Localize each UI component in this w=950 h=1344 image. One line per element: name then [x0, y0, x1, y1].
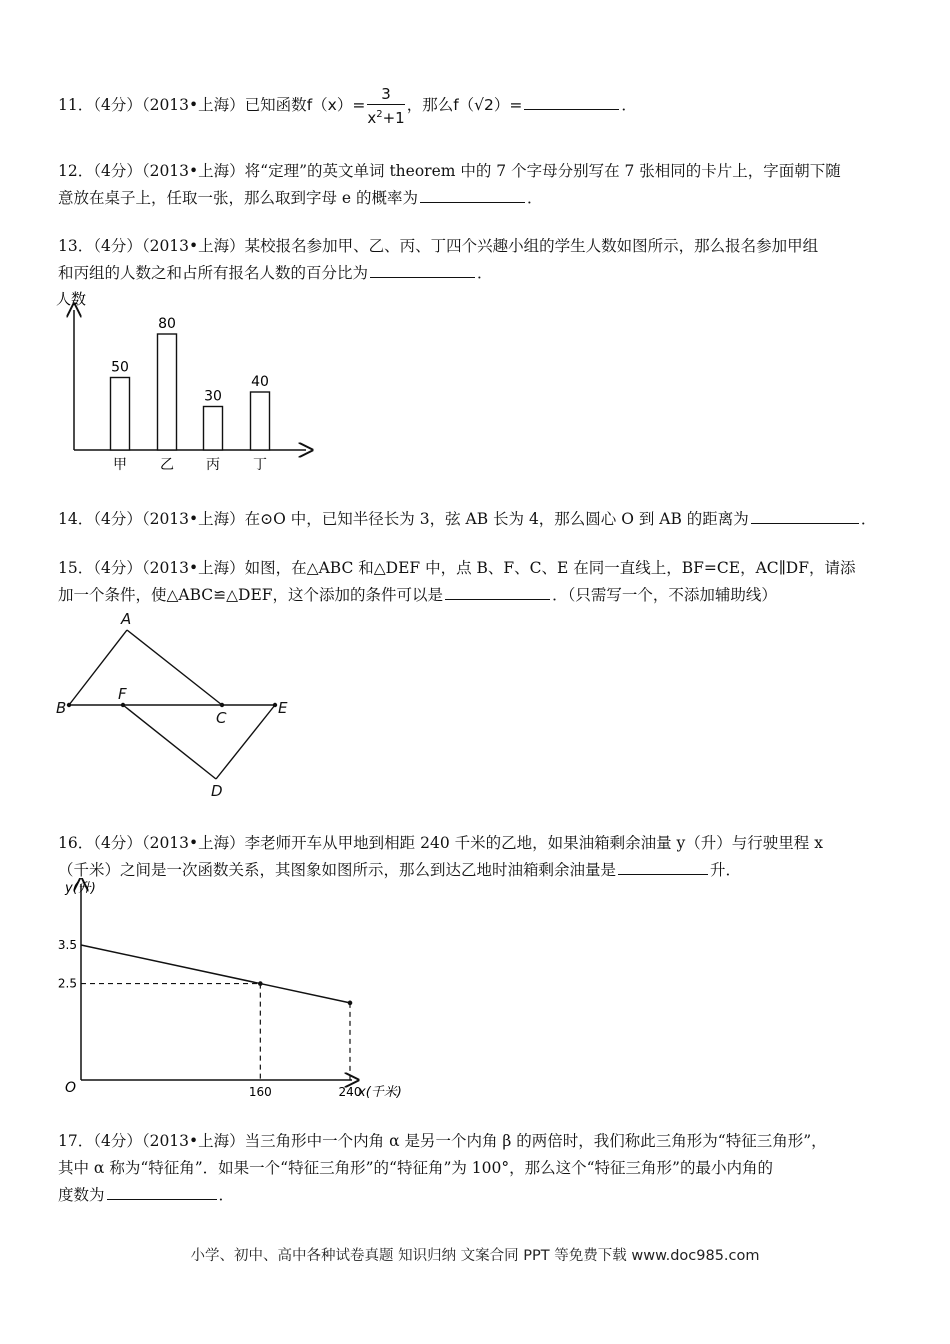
q11-den-exponent: 2 [376, 109, 383, 120]
question-13 [58, 233, 898, 287]
bar-3 [251, 392, 270, 450]
bar-value-label-3: 40 [251, 374, 269, 390]
label-A: A [121, 610, 132, 628]
y-tick-2.5: 2.5 [57, 976, 77, 991]
q15-line1: 15．（4分）（2013•上海）如图，在△ABC 和△DEF 中，点 B、F、C、E 在同一直线上，BF=CE，AC∥DF，请添 [58, 559, 856, 577]
bar-chart-y-label: 人数 [56, 290, 87, 308]
q12-line2-text: 意放在桌子上，任取一张，那么取到字母 e 的概率为 [58, 189, 419, 207]
q11-end: ． [621, 96, 637, 114]
q14-answer-blank[interactable] [751, 509, 859, 524]
bar-value-label-2: 30 [204, 388, 222, 405]
q16-line2-text: （千米）之间是一次函数关系，其图象如图所示，那么到达乙地时油箱剩余油量是 [58, 861, 617, 879]
bar-category-label-2: 丙 [206, 457, 220, 473]
point-C [220, 703, 224, 707]
point-F [121, 703, 125, 707]
q13-line2-text: 和丙组的人数之和占所有报名人数的百分比为 [58, 264, 369, 282]
line-chart-x-label: x(千米) [358, 1085, 402, 1098]
question-12 [58, 158, 898, 212]
q14-end: ． [860, 510, 877, 528]
segment-FD [123, 705, 216, 779]
q15-line2-text: 加一个条件，使△ABC≌△DEF，这个添加的条件可以是 [58, 586, 444, 604]
q12-line2 [58, 185, 898, 212]
bar-chart [50, 288, 320, 478]
bar-1 [158, 334, 177, 450]
q11-function-lhs: f（x）= [306, 96, 366, 114]
q17-answer-blank[interactable] [107, 1185, 217, 1200]
triangle-figure [50, 610, 310, 800]
label-D: D [211, 782, 223, 800]
bar-category-label-3: 丁 [253, 457, 267, 473]
bar-category-label-0: 甲 [113, 457, 127, 473]
x-tick-160: 160 [248, 1085, 272, 1098]
point-E [273, 703, 277, 707]
q11-middle: ，那么 [406, 96, 454, 114]
bar-0 [111, 378, 130, 451]
q12-end: ． [527, 189, 543, 207]
question-15 [58, 555, 898, 609]
footer-watermark[interactable]: 小学、初中、高中各种试卷真题 知识归纳 文案合同 PPT 等免费下载 www.doc985.com [190, 1248, 760, 1264]
label-C: C [216, 709, 227, 727]
fuel-line [81, 945, 350, 1003]
bar-category-label-1: 乙 [160, 457, 174, 473]
q11-function-arg: f（√2）= [453, 96, 523, 114]
q11-answer-blank[interactable] [524, 95, 619, 110]
question-17 [58, 1128, 898, 1209]
q11-den-base: x [367, 109, 377, 127]
segment-AC [127, 630, 222, 705]
label-E: E [278, 699, 288, 717]
bar-2 [204, 407, 223, 451]
q13-line2 [58, 260, 898, 287]
q17-end: ． [218, 1186, 235, 1204]
q15-end: ．（只需写一个，不添加辅助线） [552, 586, 777, 604]
bar-value-label-0: 50 [111, 359, 129, 376]
question-14 [58, 506, 898, 533]
line-chart [50, 878, 430, 1098]
question-11 [58, 84, 898, 128]
line-chart-y-label: y(升) [65, 881, 96, 896]
q17-line3 [58, 1182, 898, 1209]
q13-end: ． [477, 264, 493, 282]
q11-fraction [367, 84, 404, 128]
q16-end: 升． [710, 861, 742, 879]
q17-line2: 其中 α 称为“特征角”．如果一个“特征三角形”的“特征角”为 100°，那么这个“特征三角形”的最小内角的 [58, 1159, 773, 1177]
q13-line1: 13．（4分）（2013•上海）某校报名参加甲、乙、丙、丁四个兴趣小组的学生人数如图所示，那么报名参加甲组 [58, 237, 819, 255]
line-chart-origin: O [65, 1080, 77, 1096]
q17-line3-text: 度数为 [58, 1186, 105, 1204]
q11-prefix: 11．（4分）（2013•上海）已知函数 [58, 96, 307, 114]
q12-answer-blank[interactable] [420, 188, 525, 203]
x-tick-240: 240 [338, 1085, 362, 1098]
q11-fraction-numerator: 3 [367, 84, 404, 105]
question-16 [58, 830, 898, 884]
data-point-2 [348, 1001, 353, 1006]
q11-fraction-denominator [367, 105, 404, 128]
q16-line1: 16．（4分）（2013•上海）李老师开车从甲地到相距 240 千米的乙地，如果油箱剩余油量 y（升）与行驶里程 x [58, 834, 823, 852]
point-B [67, 703, 71, 707]
q15-answer-blank[interactable] [445, 585, 550, 600]
q15-line2 [58, 582, 898, 609]
y-tick-3.5: 3.5 [57, 938, 77, 952]
q14-text: 14．（4分）（2013•上海）在⊙O 中，已知半径长为 3，弦 AB 长为 4，那么圆心 O 到 AB 的距离为 [58, 510, 749, 528]
q12-line1: 12．（4分）（2013•上海）将“定理”的英文单词 theorem 中的 7 个字母分别写在 7 张相同的卡片上，字面朝下随 [58, 162, 841, 180]
q16-answer-blank[interactable] [618, 860, 708, 875]
q13-answer-blank[interactable] [370, 263, 475, 278]
q11-den-rest: +1 [382, 109, 405, 127]
q17-line1: 17．（4分）（2013•上海）当三角形中一个内角 α 是另一个内角 β 的两倍时，我们称此三角形为“特征三角形”， [58, 1132, 827, 1150]
label-F: F [118, 685, 127, 703]
label-B: B [56, 699, 67, 717]
data-point-1 [258, 981, 263, 986]
bar-value-label-1: 80 [158, 316, 176, 332]
